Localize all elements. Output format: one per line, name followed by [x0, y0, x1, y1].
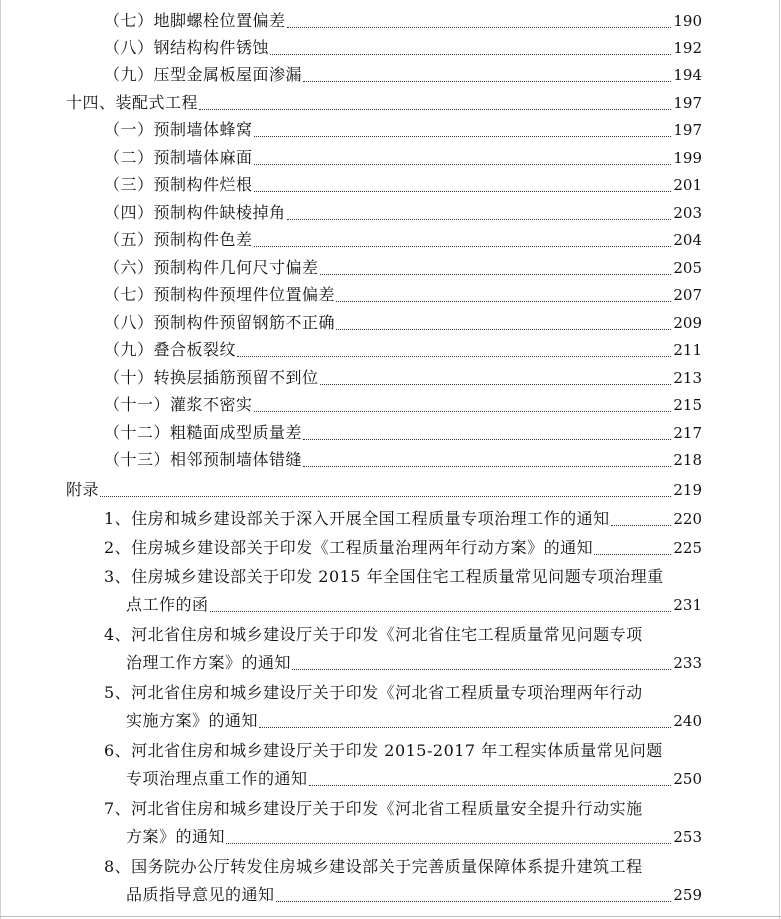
toc-entry-first-line: 7、河北省住房和城乡建设厅关于印发《河北省工程质量安全提升行动实施: [104, 799, 643, 818]
toc-entry-page: 213: [673, 369, 702, 387]
toc-entry[interactable]: [104, 447, 702, 473]
toc-entry-page: 209: [673, 314, 702, 332]
toc-entry-page: 197: [673, 94, 702, 112]
toc-entry-first-line: 5、河北省住房和城乡建设厅关于印发《河北省工程质量专项治理两年行动: [104, 683, 643, 702]
toc-entry-title: （二）预制墙体麻面: [104, 148, 253, 167]
toc-entry-page: 211: [673, 341, 702, 359]
toc-entry[interactable]: [104, 200, 702, 226]
dot-leader: [303, 81, 671, 82]
toc-entry-title: （十）转换层插筋预留不到位: [104, 368, 319, 387]
dot-leader: [303, 466, 671, 467]
dot-leader: [320, 274, 672, 275]
dot-leader: [100, 496, 671, 497]
toc-entry-page: 218: [673, 451, 702, 469]
toc-entry[interactable]: [104, 282, 702, 308]
toc-entry-page: 201: [673, 176, 702, 194]
dot-leader: [336, 301, 671, 302]
toc-entry[interactable]: [104, 172, 702, 198]
dot-leader: [287, 219, 672, 220]
toc-entry-title-continued: 实施方案》的通知: [126, 711, 259, 730]
toc-entry-page: 204: [673, 231, 702, 249]
toc-entry-page: 197: [673, 121, 702, 139]
dot-leader: [199, 109, 671, 110]
toc-entry[interactable]: [104, 62, 702, 88]
toc-entry[interactable]: [104, 337, 702, 363]
toc-entry[interactable]: [104, 117, 702, 143]
dot-leader: [254, 191, 672, 192]
dot-leader: [226, 843, 671, 844]
toc-entry-title: （八）预制构件预留钢筋不正确: [104, 313, 336, 332]
dot-leader: [210, 611, 672, 612]
toc-entry-page: 215: [673, 396, 702, 414]
toc-entry-title: 附录: [66, 480, 100, 499]
toc-entry[interactable]: [104, 365, 702, 391]
toc-entry-page: 217: [673, 424, 702, 442]
toc-entry-title: （六）预制构件几何尺寸偏差: [104, 258, 319, 277]
toc-entry-page: 192: [673, 39, 702, 57]
toc-entry-title: 1、住房和城乡建设部关于深入开展全国工程质量专项治理工作的通知: [104, 509, 610, 528]
toc-entry-title: （十三）相邻预制墙体错缝: [104, 450, 303, 469]
toc-entry-page: 205: [673, 259, 702, 277]
dot-leader: [611, 525, 672, 526]
toc-entry-title: 2、住房城乡建设部关于印发《工程质量治理两年行动方案》的通知: [104, 538, 594, 557]
toc-entry[interactable]: [104, 255, 702, 281]
dot-leader: [303, 439, 671, 440]
toc-entry[interactable]: [126, 708, 702, 734]
page-border-left: [0, 0, 1, 919]
toc-entry-title: （九）叠合板裂纹: [104, 340, 237, 359]
toc-section-entry[interactable]: [66, 90, 702, 116]
toc-entry-page: 259: [673, 886, 702, 904]
dot-leader: [336, 329, 671, 330]
toc-entry[interactable]: [104, 227, 702, 253]
toc-entry-title-continued: 专项治理点重工作的通知: [126, 769, 308, 788]
dot-leader: [276, 901, 672, 902]
toc-entry[interactable]: [126, 592, 702, 618]
toc-entry-title-continued: 品质指导意见的通知: [126, 885, 275, 904]
dot-leader: [594, 554, 671, 555]
toc-entry-title: （五）预制构件色差: [104, 230, 253, 249]
toc-entry[interactable]: [104, 310, 702, 336]
toc-entry[interactable]: [126, 650, 702, 676]
toc-entry-page: 220: [673, 510, 702, 528]
toc-entry-page: 240: [673, 712, 702, 730]
toc-entry-first-line: 4、河北省住房和城乡建设厅关于印发《河北省住宅工程质量常见问题专项: [104, 625, 643, 644]
toc-entry-page: 207: [673, 286, 702, 304]
toc-entry[interactable]: [126, 824, 702, 850]
toc-entry[interactable]: [104, 35, 702, 61]
toc-entry-page: 250: [673, 770, 702, 788]
toc-entry-title-continued: 方案》的通知: [126, 827, 226, 846]
dot-leader: [259, 727, 671, 728]
dot-leader: [320, 384, 672, 385]
toc-entry-title-continued: 点工作的函: [126, 595, 209, 614]
toc-entry-title: （三）预制构件烂根: [104, 175, 253, 194]
dot-leader: [254, 411, 672, 412]
toc-entry-title: （四）预制构件缺棱掉角: [104, 203, 286, 222]
toc-entry-first-line: 3、住房城乡建设部关于印发 2015 年全国住宅工程质量常见问题专项治理重: [104, 567, 664, 586]
toc-entry-page: 233: [673, 654, 702, 672]
toc-entry-first-line: 8、国务院办公厅转发住房城乡建设部关于完善质量保障体系提升建筑工程: [104, 857, 643, 876]
dot-leader: [254, 246, 672, 247]
toc-entry[interactable]: [126, 882, 702, 908]
toc-entry-title: （七）地脚螺栓位置偏差: [104, 11, 286, 30]
toc-entry-page: 231: [673, 596, 702, 614]
toc-entry-page: 225: [673, 539, 702, 557]
toc-entry-page: 199: [673, 149, 702, 167]
toc-entry-title: 十四、装配式工程: [66, 93, 199, 112]
toc-entry-page: 253: [673, 828, 702, 846]
toc-entry-title: （十一）灌浆不密实: [104, 395, 253, 414]
dot-leader: [292, 669, 671, 670]
toc-entry-title: （九）压型金属板屋面渗漏: [104, 65, 303, 84]
toc-entry-title: （一）预制墙体蜂窝: [104, 120, 253, 139]
toc-entry[interactable]: [104, 392, 702, 418]
toc-section-entry[interactable]: [66, 477, 702, 503]
dot-leader: [237, 356, 671, 357]
toc-entry[interactable]: [104, 145, 702, 171]
toc-entry[interactable]: [104, 420, 702, 446]
toc-entry-title-continued: 治理工作方案》的通知: [126, 653, 292, 672]
toc-entry-page: 219: [673, 481, 702, 499]
toc-entry-page: 194: [673, 66, 702, 84]
toc-entry-page: 190: [673, 12, 702, 30]
toc-entry[interactable]: [126, 766, 702, 792]
toc-entry-title: （八）钢结构构件锈蚀: [104, 38, 270, 57]
toc-entry[interactable]: [104, 8, 702, 34]
toc-entry[interactable]: [104, 535, 702, 561]
dot-leader: [287, 27, 672, 28]
dot-leader: [270, 54, 671, 55]
toc-entry[interactable]: [104, 506, 702, 532]
page-border-bottom: [0, 916, 781, 917]
toc-entry-first-line: 6、河北省住房和城乡建设厅关于印发 2015-2017 年工程实体质量常见问题: [104, 741, 663, 760]
page-border-right: [779, 0, 780, 919]
toc-entry-page: 203: [673, 204, 702, 222]
dot-leader: [254, 164, 672, 165]
toc-entry-title: （十二）粗糙面成型质量差: [104, 423, 303, 442]
dot-leader: [309, 785, 672, 786]
toc-entry-title: （七）预制构件预埋件位置偏差: [104, 285, 336, 304]
dot-leader: [254, 136, 672, 137]
